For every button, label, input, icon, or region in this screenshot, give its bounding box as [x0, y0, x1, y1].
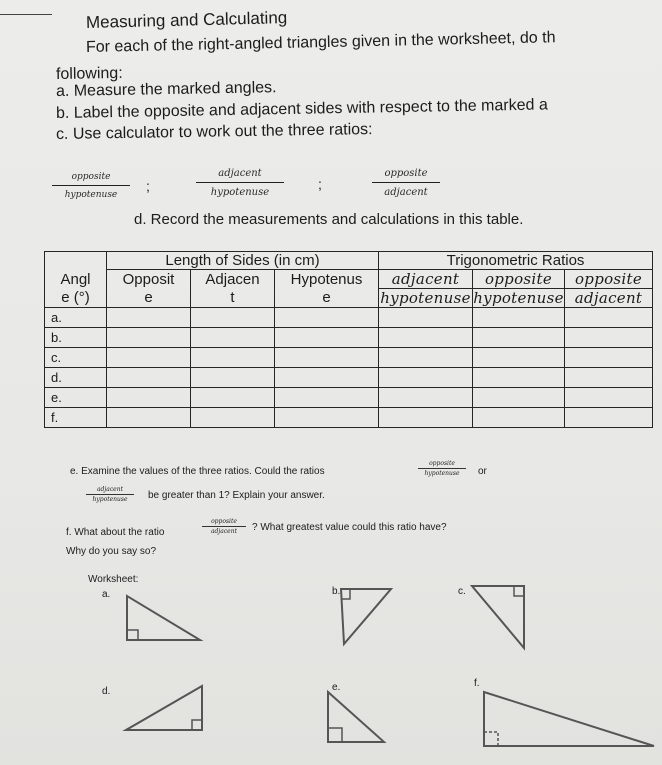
- table-cell[interactable]: [379, 368, 473, 388]
- table-cell[interactable]: [275, 408, 379, 428]
- ratio-numerator: opposite: [372, 168, 440, 183]
- question-e-line1: e. Examine the values of the three ratios. Could the ratios: [70, 466, 325, 477]
- frac-numerator: adjacent: [86, 486, 134, 495]
- triangle-d-label: d.: [102, 686, 111, 697]
- question-e-line2: be greater than 1? Explain your answer.: [148, 490, 325, 501]
- table-cell[interactable]: [379, 328, 473, 348]
- table-cell[interactable]: [379, 408, 473, 428]
- table-cell[interactable]: [379, 308, 473, 328]
- table-cell[interactable]: [473, 308, 565, 328]
- table-cell[interactable]: [191, 408, 275, 428]
- frac-denominator: hypotenuse: [424, 470, 460, 477]
- col-angle-line1: Angl: [45, 270, 107, 289]
- heading: Measuring and Calculating: [85, 8, 288, 32]
- question-f-frac: [202, 518, 246, 535]
- table-cell[interactable]: [107, 348, 191, 368]
- table-cell[interactable]: [473, 368, 565, 388]
- triangle-b: [336, 584, 400, 650]
- col-angle-line2: e (°): [45, 289, 107, 308]
- table-cell[interactable]: [107, 408, 191, 428]
- ratio-opposite-adjacent: [372, 168, 440, 198]
- col-hypotenuse-line2: e: [275, 289, 379, 308]
- table-cell[interactable]: [565, 308, 653, 328]
- frac-numerator: opposite: [418, 460, 466, 469]
- frac-numerator: opposite: [202, 518, 246, 527]
- header-length-of-sides: Length of Sides (in cm): [107, 252, 379, 270]
- step-c: c. Use calculator to work out the three ratios:: [55, 121, 373, 143]
- row-label: c.: [45, 348, 107, 368]
- table-cell[interactable]: [107, 308, 191, 328]
- col-adjacent-line1: Adjacen: [191, 270, 275, 289]
- table-cell[interactable]: [379, 388, 473, 408]
- triangle-a-label: a.: [102, 589, 111, 600]
- ratio-denominator: adjacent: [384, 187, 428, 198]
- col-ratio1-num: adjacent: [379, 270, 473, 289]
- table-cell[interactable]: [191, 328, 275, 348]
- paper-fold-edge: [0, 0, 52, 15]
- triangle-e-label: e.: [332, 682, 341, 693]
- step-d: d. Record the measurements and calculations in this table.: [134, 211, 524, 228]
- table-cell[interactable]: [565, 408, 653, 428]
- table-cell[interactable]: [275, 388, 379, 408]
- intro-line-1: For each of the right-angled triangles given in the worksheet, do th: [85, 29, 556, 56]
- table-cell[interactable]: [473, 328, 565, 348]
- record-table: [44, 251, 653, 428]
- row-label: a.: [45, 308, 107, 328]
- question-e-frac1: [418, 460, 466, 477]
- col-ratio1-den: hypotenuse: [380, 289, 471, 307]
- col-opposite-line2: e: [107, 289, 191, 308]
- col-ratio3-den: adjacent: [565, 289, 653, 308]
- triangle-e: [320, 686, 392, 748]
- row-label: e.: [45, 388, 107, 408]
- table-cell[interactable]: [191, 348, 275, 368]
- ratio-separator: ;: [146, 178, 150, 194]
- triangle-c: [464, 582, 534, 654]
- col-adjacent-line2: t: [191, 289, 275, 308]
- triangle-f-label: f.: [474, 678, 480, 689]
- table-cell[interactable]: [565, 328, 653, 348]
- header-trig-ratios: Trigonometric Ratios: [379, 252, 653, 270]
- step-b: b. Label the opposite and adjacent sides with respect to the marked a: [55, 96, 548, 122]
- table-cell[interactable]: [565, 348, 653, 368]
- table-cell[interactable]: [379, 348, 473, 368]
- table-cell[interactable]: [565, 388, 653, 408]
- question-f-line2: Why do you say so?: [66, 546, 157, 557]
- table-cell[interactable]: [275, 348, 379, 368]
- col-opposite-line1: Opposit: [107, 270, 191, 289]
- question-e-frac2: [86, 486, 134, 503]
- triangle-a: [120, 592, 210, 644]
- question-f-post: ? What greatest value could this ratio have?: [252, 522, 447, 533]
- col-ratio2-den: hypotenuse: [473, 289, 564, 307]
- worksheet-title: Worksheet:: [88, 574, 139, 585]
- table-cell[interactable]: [275, 308, 379, 328]
- step-a: a. Measure the marked angles.: [55, 79, 277, 100]
- frac-denominator: adjacent: [210, 528, 238, 535]
- ratio-separator: ;: [318, 176, 322, 192]
- row-label: b.: [45, 328, 107, 348]
- table-cell[interactable]: [191, 388, 275, 408]
- question-e-or: or: [478, 466, 487, 477]
- triangle-c-label: c.: [458, 586, 466, 597]
- row-label: d.: [45, 368, 107, 388]
- frac-denominator: hypotenuse: [92, 496, 128, 503]
- col-ratio2-num: opposite: [473, 270, 565, 289]
- row-label: f.: [45, 408, 107, 428]
- col-ratio3-num: opposite: [565, 270, 653, 289]
- ratio-denominator: hypotenuse: [64, 190, 118, 200]
- table-cell[interactable]: [565, 368, 653, 388]
- table-cell[interactable]: [107, 368, 191, 388]
- table-cell[interactable]: [473, 388, 565, 408]
- ratio-adjacent-hypotenuse: [196, 168, 284, 198]
- table-cell[interactable]: [107, 388, 191, 408]
- table-cell[interactable]: [275, 328, 379, 348]
- triangle-d: [118, 680, 214, 736]
- table-cell[interactable]: [107, 328, 191, 348]
- triangle-b-label: b.: [332, 586, 341, 597]
- intro-line-2: following:: [55, 64, 123, 83]
- table-cell[interactable]: [473, 348, 565, 368]
- ratio-denominator: hypotenuse: [210, 187, 270, 198]
- angle-header-top: [45, 252, 107, 270]
- question-f-pre: f. What about the ratio: [66, 527, 165, 538]
- table-cell[interactable]: [191, 308, 275, 328]
- col-hypotenuse-line1: Hypotenus: [275, 270, 379, 289]
- table-cell[interactable]: [191, 368, 275, 388]
- triangle-f: [476, 684, 662, 754]
- ratio-numerator: opposite: [52, 172, 130, 186]
- table-cell[interactable]: [275, 368, 379, 388]
- table-cell[interactable]: [473, 408, 565, 428]
- ratio-opposite-hypotenuse: [52, 172, 130, 200]
- ratio-numerator: adjacent: [196, 168, 284, 183]
